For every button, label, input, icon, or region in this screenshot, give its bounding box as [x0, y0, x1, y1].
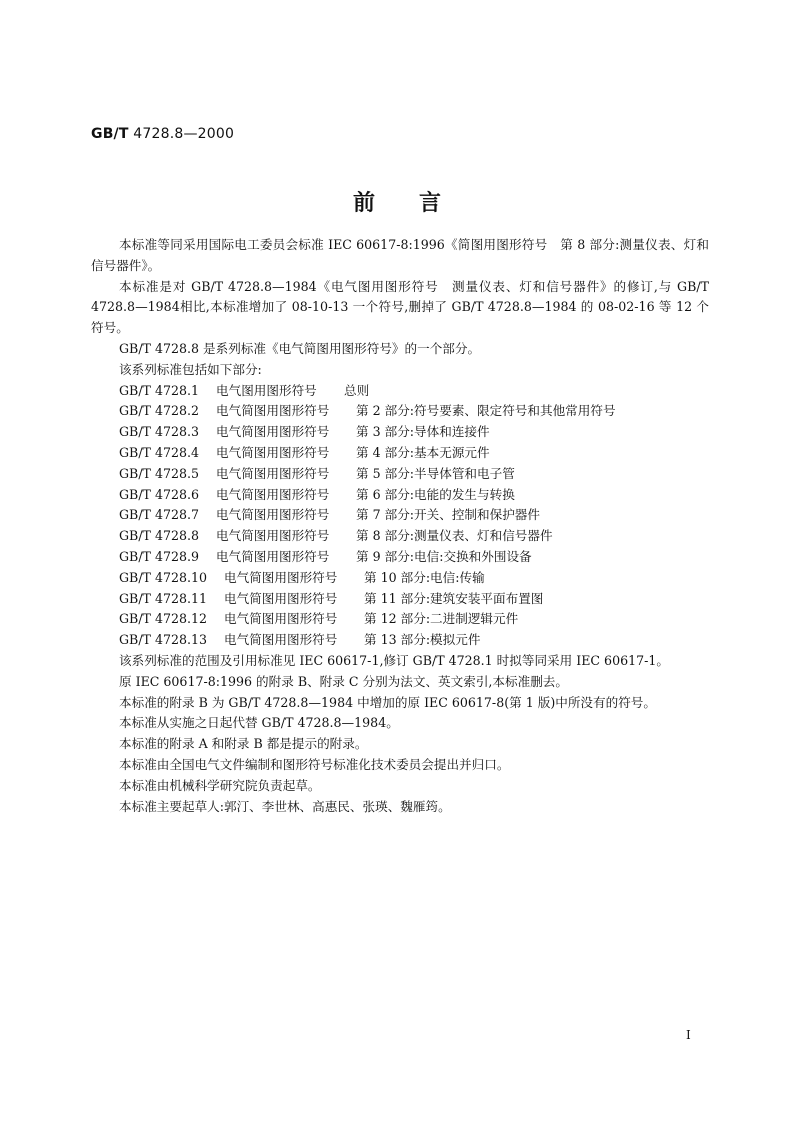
- part-code: GB/T 4728.3: [119, 424, 200, 440]
- part-code: GB/T 4728.6: [119, 486, 200, 502]
- list-item: [91, 609, 709, 630]
- part-name: 电气图用图形符号: [216, 382, 317, 398]
- part-title: 第 11 部分:建筑安装平面布置图: [364, 590, 544, 606]
- part-title: 总则: [344, 382, 370, 398]
- part-code: GB/T 4728.4: [119, 444, 200, 460]
- list-item: [91, 401, 709, 422]
- part-title: 第 12 部分:二进制逻辑元件: [364, 611, 519, 627]
- list-item: [91, 381, 709, 402]
- part-name: 电气简图用图形符号: [224, 569, 338, 585]
- part-title: 第 2 部分:符号要素、限定符号和其他常用符号: [356, 403, 616, 419]
- paragraph: 本标准由全国电气文件编制和图形符号标准化技术委员会提出并归口。: [119, 756, 510, 772]
- paragraph: 本标准从实施之日起代替 GB/T 4728.8—1984。: [119, 715, 399, 731]
- part-code: GB/T 4728.11: [119, 590, 208, 606]
- paragraph: 本标准主要起草人:郭汀、李世林、高惠民、张瑛、魏雁筠。: [119, 798, 451, 814]
- part-title: 第 5 部分:半导体管和电子管: [356, 465, 515, 481]
- part-code: GB/T 4728.5: [119, 465, 200, 481]
- list-item: [91, 526, 709, 547]
- part-name: 电气简图用图形符号: [216, 403, 330, 419]
- part-name: 电气简图用图形符号: [216, 424, 330, 440]
- part-name: 电气简图用图形符号: [216, 444, 330, 460]
- standard-code-prefix: GB/T: [91, 126, 129, 142]
- part-name: 电气简图用图形符号: [224, 590, 338, 606]
- part-name: 电气简图用图形符号: [216, 548, 330, 564]
- part-code: GB/T 4728.8: [119, 528, 200, 544]
- page-title: 前言: [352, 190, 485, 216]
- list-item: [91, 630, 709, 651]
- part-code: GB/T 4728.9: [119, 548, 200, 564]
- standard-code: [91, 126, 234, 142]
- list-item: [91, 422, 709, 443]
- part-name: 电气简图用图形符号: [224, 632, 338, 648]
- part-code: GB/T 4728.12: [119, 611, 208, 627]
- part-code: GB/T 4728.10: [119, 569, 208, 585]
- standard-code-number: 4728.8—2000: [133, 126, 235, 142]
- list-item: [91, 443, 709, 464]
- paragraph: 本标准的附录 B 为 GB/T 4728.8—1984 中增加的原 IEC 60617-8(第 1 版)中所没有的符号。: [119, 694, 656, 710]
- part-name: 电气简图用图形符号: [216, 528, 330, 544]
- paragraph: 本标准等同采用国际电工委员会标准 IEC 60617-8:1996《简图用图形符号 第 8 部分:测量仪表、灯和信号器件》。: [91, 237, 709, 273]
- page-number: I: [686, 1028, 691, 1042]
- part-code: GB/T 4728.7: [119, 507, 200, 523]
- paragraph: GB/T 4728.8 是系列标准《电气简图用图形符号》的一个部分。: [119, 340, 481, 356]
- part-name: 电气简图用图形符号: [224, 611, 338, 627]
- list-item: [91, 568, 709, 589]
- paragraph: 原 IEC 60617-8:1996 的附录 B、附录 C 分别为法文、英文索引,本标准删去。: [119, 673, 568, 689]
- part-title: 第 3 部分:导体和连接件: [356, 424, 490, 440]
- list-item: [91, 505, 709, 526]
- series-list: [91, 381, 709, 651]
- part-name: 电气简图用图形符号: [216, 507, 330, 523]
- part-code: GB/T 4728.1: [119, 382, 200, 398]
- list-item: [91, 485, 709, 506]
- paragraph: 本标准由机械科学研究院负责起草。: [119, 777, 321, 793]
- part-title: 第 7 部分:开关、控制和保护器件: [356, 507, 540, 523]
- part-title: 第 4 部分:基本无源元件: [356, 444, 490, 460]
- foreword-body: [91, 235, 709, 817]
- part-title: 第 6 部分:电能的发生与转换: [356, 486, 515, 502]
- part-name: 电气简图用图形符号: [216, 465, 330, 481]
- paragraph: 本标准是对 GB/T 4728.8—1984《电气图用图形符号 测量仪表、灯和信号器件》的修订,与 GB/T 4728.8—1984相比,本标准增加了 08-10-13 一个符号,删掉了 GB/T 4728.8—1984 的 08-02-16 等 12 个符号。: [91, 278, 709, 336]
- part-title: 第 9 部分:电信:交换和外围设备: [356, 548, 532, 564]
- part-title: 第 8 部分:测量仪表、灯和信号器件: [356, 528, 553, 544]
- list-item: [91, 547, 709, 568]
- paragraph: 本标准的附录 A 和附录 B 都是提示的附录。: [119, 736, 368, 752]
- list-item: [91, 589, 709, 610]
- part-name: 电气简图用图形符号: [216, 486, 330, 502]
- part-title: 第 13 部分:模拟元件: [364, 632, 481, 648]
- part-code: GB/T 4728.13: [119, 632, 208, 648]
- paragraph: 该系列标准的范围及引用标准见 IEC 60617-1,修订 GB/T 4728.1 时拟等同采用 IEC 60617-1。: [119, 652, 669, 668]
- list-item: [91, 464, 709, 485]
- part-code: GB/T 4728.2: [119, 403, 200, 419]
- part-title: 第 10 部分:电信:传输: [364, 569, 485, 585]
- paragraph: 该系列标准包括如下部分:: [119, 361, 262, 377]
